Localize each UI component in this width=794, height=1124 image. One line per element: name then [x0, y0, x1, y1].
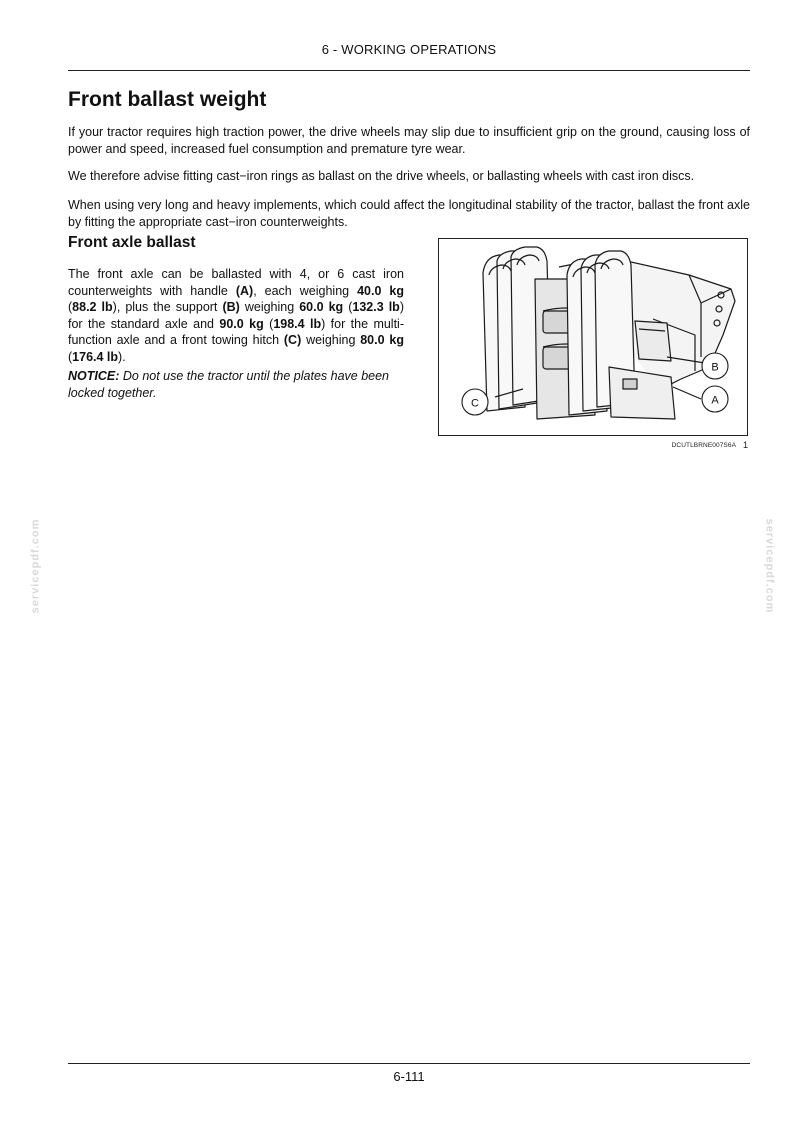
weight-b-multi-kg: 90.0 kg — [219, 316, 264, 331]
weight-c-kg: 80.0 kg — [360, 333, 404, 347]
weight-b-kg: 60.0 kg — [299, 300, 344, 314]
intro-paragraph-3: When using very long and heavy implements, which could affect the longitudinal stability of the tractor, ballast the front axle by fitting the appropriate cast−iron counterweights. — [68, 198, 750, 229]
callout-c-label: C — [471, 397, 479, 410]
ref-c: (C) — [283, 333, 302, 347]
callout-b-label: B — [711, 361, 719, 374]
ref-b: (B) — [222, 300, 240, 314]
figure-number: 1 — [743, 440, 749, 450]
header-divider — [68, 70, 750, 71]
weight-a-lb: 88.2 lb — [72, 300, 113, 314]
page-number: 6-111 — [393, 1069, 425, 1084]
ballast-description: The front axle can be ballasted with 4, or 6 cast iron counterweights with handle (A), each weighing 40.0 kg (88.2 lb), plus the support (B) weighing 60.0 kg (132.3 lb) for the standard axle and 90.0 kg (198.4 lb) for the multi-function axle and a front towing hitch (C) weighing 80.0 kg (176.4 lb). — [68, 267, 405, 364]
weight-c-lb: 176.4 lb — [72, 349, 119, 364]
weight-b-multi-lb: 198.4 lb — [273, 316, 322, 331]
ballast-illustration — [439, 239, 748, 436]
figure-code: DCUTLBRNE007S6A — [671, 442, 736, 449]
section-header: 6 - WORKING OPERATIONS — [321, 42, 497, 57]
footer-divider — [68, 1063, 750, 1064]
subsection-title: Front axle ballast — [68, 234, 196, 251]
watermark-right: servicepdf.com — [763, 518, 776, 614]
notice-label: NOTICE: — [68, 369, 120, 383]
ballast-figure — [438, 238, 748, 436]
watermark-left: servicepdf.com — [29, 518, 42, 614]
page-title: Front ballast weight — [68, 88, 267, 111]
intro-paragraph-2: We therefore advise fitting cast−iron rings as ballast on the drive wheels, or ballasting wheels with cast iron discs. — [68, 169, 695, 183]
notice-text: NOTICE: Do not use the tractor until the plates have been locked together. — [68, 369, 390, 400]
intro-paragraph-1: If your tractor requires high traction power, the drive wheels may slip due to insufficient grip on the ground, causing loss of power and speed, increased fuel consumption and premature tyre wear. — [68, 125, 750, 156]
weight-b-lb: 132.3 lb — [352, 300, 400, 314]
weight-a-kg: 40.0 kg — [357, 283, 405, 298]
callout-a-label: A — [711, 394, 719, 407]
ref-a: (A) — [235, 283, 254, 298]
